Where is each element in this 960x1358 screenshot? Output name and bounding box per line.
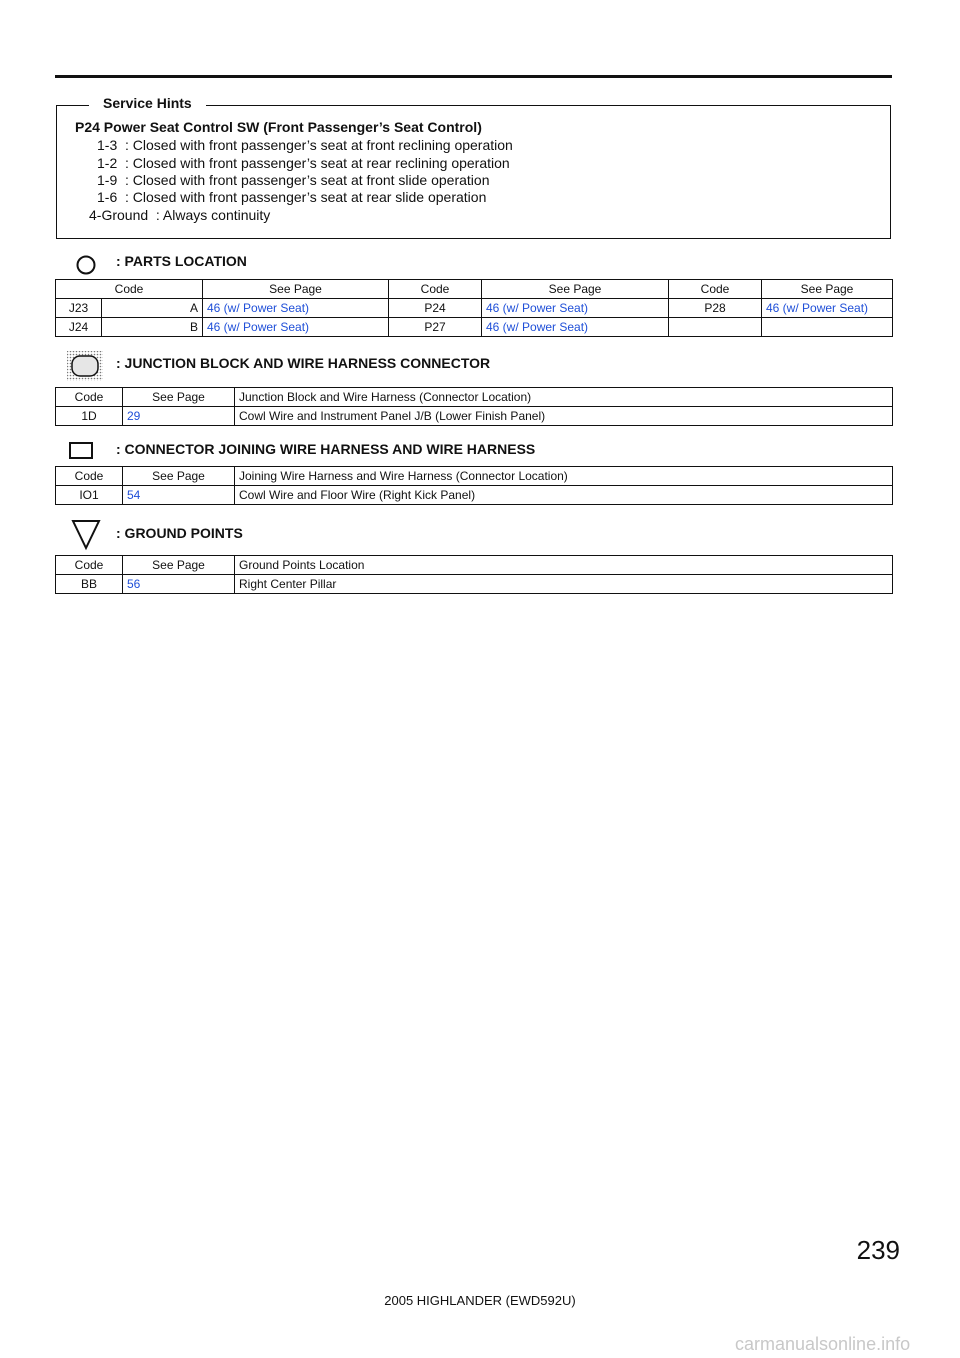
table-row — [56, 318, 893, 337]
table-header-row — [56, 280, 893, 299]
see-page-link[interactable]: 46 (w/ Power Seat) — [203, 318, 389, 337]
page-number: 239 — [856, 1235, 900, 1265]
see-page-link[interactable]: 46 (w/ Power Seat) — [762, 299, 893, 318]
connector-joining-table — [55, 466, 893, 505]
hint-line: 1-3 : Closed with front passenger’s seat at front reclining operation — [97, 137, 513, 153]
junction-block-title: : JUNCTION BLOCK AND WIRE HARNESS CONNECTOR — [116, 355, 491, 371]
rectangle-connector-icon — [68, 440, 96, 462]
table-row — [56, 299, 893, 318]
hint-line: 1-2 : Closed with front passenger’s seat at rear reclining operation — [97, 155, 510, 171]
see-page-link[interactable]: 56 — [123, 575, 235, 594]
location-cell: Cowl Wire and Instrument Panel J/B (Lower Finish Panel) — [235, 407, 893, 426]
code-cell: J23 — [56, 299, 102, 318]
table-row — [56, 486, 893, 505]
parts-location-title: : PARTS LOCATION — [116, 253, 247, 269]
service-hints-box — [56, 95, 891, 239]
header-cell: Code — [389, 280, 482, 299]
table-header-row — [56, 556, 893, 575]
table-row — [56, 407, 893, 426]
see-page-link[interactable] — [762, 318, 893, 337]
footer-model: 2005 HIGHLANDER (EWD592U) — [384, 1293, 576, 1308]
hint-line: 1-9 : Closed with front passenger’s seat at front slide operation — [97, 172, 490, 188]
header-cell: See Page — [203, 280, 389, 299]
parts-location-table — [55, 279, 893, 337]
header-cell: Ground Points Location — [235, 556, 893, 575]
code-cell — [669, 318, 762, 337]
header-cell: Code — [56, 280, 203, 299]
see-page-link[interactable]: 46 (w/ Power Seat) — [203, 299, 389, 318]
code-cell: P24 — [389, 299, 482, 318]
table-row — [56, 575, 893, 594]
header-cell: See Page — [762, 280, 893, 299]
code-cell: P28 — [669, 299, 762, 318]
code-cell: IO1 — [56, 486, 123, 505]
see-page-link[interactable]: 29 — [123, 407, 235, 426]
see-page-link[interactable]: 46 (w/ Power Seat) — [482, 299, 669, 318]
code-cell: P27 — [389, 318, 482, 337]
table-header-row — [56, 467, 893, 486]
service-hints-title: Service Hints — [89, 95, 206, 111]
header-cell: See Page — [123, 556, 235, 575]
header-cell: Code — [669, 280, 762, 299]
top-rule — [55, 75, 892, 78]
hint-line: 1-6 : Closed with front passenger’s seat at rear slide operation — [97, 189, 487, 205]
code-cell: J24 — [56, 318, 102, 337]
circle-icon — [75, 254, 97, 276]
code-cell: BB — [56, 575, 123, 594]
hint-line: 4-Ground : Always continuity — [89, 207, 271, 223]
header-cell: See Page — [123, 467, 235, 486]
header-cell: Junction Block and Wire Harness (Connector Location) — [235, 388, 893, 407]
ground-triangle-icon — [70, 518, 102, 552]
see-page-link[interactable]: 46 (w/ Power Seat) — [482, 318, 669, 337]
table-header-row — [56, 388, 893, 407]
see-page-link[interactable]: 54 — [123, 486, 235, 505]
location-cell: Right Center Pillar — [235, 575, 893, 594]
code-cell: 1D — [56, 407, 123, 426]
header-cell: Code — [56, 467, 123, 486]
location-cell: Cowl Wire and Floor Wire (Right Kick Panel) — [235, 486, 893, 505]
service-hints-heading: P24 Power Seat Control SW (Front Passenger’s Seat Control) — [75, 119, 482, 135]
header-cell: Code — [56, 388, 123, 407]
header-cell: See Page — [482, 280, 669, 299]
header-cell: Code — [56, 556, 123, 575]
code-suffix-cell: A — [102, 299, 203, 318]
watermark: carmanualsonline.info — [735, 1334, 911, 1354]
ground-points-table — [55, 555, 893, 594]
ground-points-title: : GROUND POINTS — [116, 525, 243, 541]
junction-block-icon — [66, 350, 104, 382]
code-suffix-cell: B — [102, 318, 203, 337]
header-cell: See Page — [123, 388, 235, 407]
junction-block-table — [55, 387, 893, 426]
header-cell: Joining Wire Harness and Wire Harness (Connector Location) — [235, 467, 893, 486]
connector-joining-title: : CONNECTOR JOINING WIRE HARNESS AND WIRE HARNESS — [116, 441, 536, 457]
